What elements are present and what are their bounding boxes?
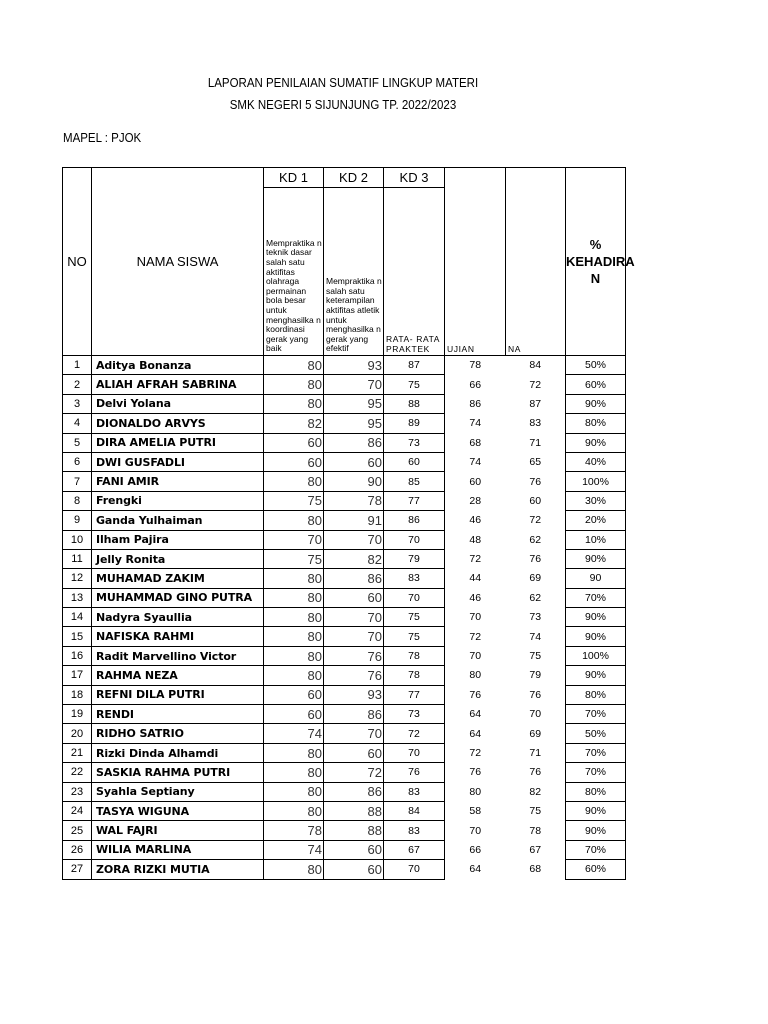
kd2-score: 70 <box>324 375 384 394</box>
header-kd3: KD 3 <box>384 168 445 188</box>
kd1-score: 60 <box>264 452 324 471</box>
kd2-score: 95 <box>324 414 384 433</box>
kd1-score: 80 <box>264 588 324 607</box>
na-score: 76 <box>529 688 542 701</box>
na-score: 75 <box>529 650 542 663</box>
kehadiran-percent: 90% <box>566 627 626 646</box>
student-name: SASKIA RAHMA PUTRI <box>92 763 264 782</box>
row-number: 20 <box>63 724 92 743</box>
rata-praktek-score: 75 <box>384 608 445 627</box>
kehadiran-percent: 40% <box>566 452 626 471</box>
student-name: ZORA RIZKI MUTIA <box>92 860 264 879</box>
na-score: 76 <box>529 475 542 488</box>
kd2-score: 70 <box>324 530 384 549</box>
student-name: Syahla Septiany <box>92 782 264 801</box>
student-name: FANI AMIR <box>92 472 264 491</box>
ujian-score: 80 <box>469 669 482 682</box>
rata-praktek-score: 86 <box>384 511 445 530</box>
rata-praktek-score: 70 <box>384 743 445 762</box>
row-number: 21 <box>63 743 92 762</box>
ujian-score: 80 <box>469 785 482 798</box>
kehadiran-percent: 90 <box>566 569 626 588</box>
kd1-score: 78 <box>264 821 324 840</box>
rata-praktek-score: 85 <box>384 472 445 491</box>
rata-praktek-score: 73 <box>384 433 445 452</box>
kd1-score: 75 <box>264 549 324 568</box>
student-name: WILIA MARLINA <box>92 840 264 859</box>
rata-praktek-score: 76 <box>384 763 445 782</box>
student-name: DWI GUSFADLI <box>92 452 264 471</box>
kehadiran-percent: 10% <box>566 530 626 549</box>
kd2-score: 95 <box>324 394 384 413</box>
ujian-score: 70 <box>469 650 482 663</box>
kd1-score: 80 <box>264 608 324 627</box>
kehadiran-percent: 50% <box>566 724 626 743</box>
na-score: 62 <box>529 533 542 546</box>
rata-praktek-score: 75 <box>384 627 445 646</box>
header-nama-siswa: NAMA SISWA <box>92 168 264 356</box>
table-row <box>63 743 626 762</box>
kehadiran-percent: 90% <box>566 666 626 685</box>
rata-praktek-score: 77 <box>384 491 445 510</box>
table-row <box>63 860 626 879</box>
kd1-score: 60 <box>264 433 324 452</box>
table-row <box>63 724 626 743</box>
kehadiran-percent: 80% <box>566 685 626 704</box>
kd2-score: 86 <box>324 569 384 588</box>
kd2-score: 70 <box>324 608 384 627</box>
kd1-score: 75 <box>264 491 324 510</box>
rata-praktek-score: 77 <box>384 685 445 704</box>
ujian-score: 74 <box>469 456 482 469</box>
header-row-kd <box>63 168 626 188</box>
rata-praktek-score: 70 <box>384 860 445 879</box>
kd1-score: 80 <box>264 511 324 530</box>
kehadiran-percent: 60% <box>566 860 626 879</box>
student-name: NAFISKA RAHMI <box>92 627 264 646</box>
kd2-score: 86 <box>324 433 384 452</box>
row-number: 26 <box>63 840 92 859</box>
row-number: 17 <box>63 666 92 685</box>
kd1-score: 60 <box>264 685 324 704</box>
kehadiran-percent: 90% <box>566 801 626 820</box>
student-name: Ilham Pajira <box>92 530 264 549</box>
table-row <box>63 763 626 782</box>
na-score: 74 <box>529 630 542 643</box>
ujian-score: 46 <box>469 591 482 604</box>
kd2-score: 76 <box>324 666 384 685</box>
kd2-score: 93 <box>324 685 384 704</box>
kd1-score: 74 <box>264 840 324 859</box>
kd2-score: 70 <box>324 627 384 646</box>
ujian-score: 64 <box>469 863 482 876</box>
kd2-score: 60 <box>324 860 384 879</box>
table-row <box>63 705 626 724</box>
na-score: 67 <box>529 843 542 856</box>
ujian-score: 68 <box>469 436 482 449</box>
kehadiran-percent: 90% <box>566 433 626 452</box>
table-row <box>63 588 626 607</box>
kd1-score: 80 <box>264 356 324 375</box>
row-number: 24 <box>63 801 92 820</box>
student-name: Rizki Dinda Alhamdi <box>92 743 264 762</box>
row-number: 12 <box>63 569 92 588</box>
kehadiran-percent: 100% <box>566 472 626 491</box>
table-row <box>63 414 626 433</box>
kd2-score: 60 <box>324 588 384 607</box>
na-score: 60 <box>529 494 542 507</box>
ujian-score: 72 <box>469 747 482 759</box>
row-number: 6 <box>63 452 92 471</box>
row-number: 15 <box>63 627 92 646</box>
kd2-score: 78 <box>324 491 384 510</box>
header-kd1-description: Mempraktika n teknik dasar salah satu aktifitas olahraga permainan bola besar untuk menghasilka n koordinasi gerak yang baik <box>264 188 324 356</box>
row-number: 19 <box>63 705 92 724</box>
student-name: Aditya Bonanza <box>92 356 264 375</box>
student-name: MUHAMMAD GINO PUTRA <box>92 588 264 607</box>
table-row <box>63 511 626 530</box>
ujian-score: 58 <box>469 805 482 818</box>
table-row <box>63 394 626 413</box>
student-name: Radit Marvellino Victor <box>92 646 264 665</box>
kd1-score: 80 <box>264 375 324 394</box>
ujian-score: 64 <box>469 727 482 740</box>
ujian-score: 66 <box>469 843 482 856</box>
table-row <box>63 452 626 471</box>
ujian-score: 48 <box>469 533 482 546</box>
row-number: 18 <box>63 685 92 704</box>
na-score: 76 <box>529 766 542 779</box>
kd1-score: 80 <box>264 569 324 588</box>
na-score: 83 <box>529 417 542 430</box>
table-row <box>63 782 626 801</box>
kd1-score: 80 <box>264 782 324 801</box>
rata-praktek-score: 78 <box>384 666 445 685</box>
kd1-score: 80 <box>264 801 324 820</box>
rata-praktek-score: 60 <box>384 452 445 471</box>
kehadiran-percent: 20% <box>566 511 626 530</box>
table-row <box>63 356 626 375</box>
table-row <box>63 646 626 665</box>
rata-praktek-score: 75 <box>384 375 445 394</box>
row-number: 7 <box>63 472 92 491</box>
row-number: 25 <box>63 821 92 840</box>
row-number: 10 <box>63 530 92 549</box>
table-row <box>63 666 626 685</box>
na-score: 76 <box>529 553 542 566</box>
na-score: 72 <box>529 378 542 391</box>
ujian-score: 70 <box>469 611 482 624</box>
header-kd1: KD 1 <box>264 168 324 188</box>
ujian-score: 86 <box>469 397 482 410</box>
report-subtitle: SMK NEGERI 5 SIJUNJUNG TP. 2022/2023 <box>229 98 457 112</box>
student-name: Delvi Yolana <box>92 394 264 413</box>
na-score: 72 <box>529 514 542 527</box>
kd1-score: 80 <box>264 646 324 665</box>
table-row <box>63 801 626 820</box>
na-score: 71 <box>529 436 542 449</box>
na-score: 62 <box>529 591 542 604</box>
row-number: 4 <box>63 414 92 433</box>
rata-praktek-score: 70 <box>384 530 445 549</box>
table-row <box>63 472 626 491</box>
kd2-score: 76 <box>324 646 384 665</box>
rata-praktek-score: 70 <box>384 588 445 607</box>
ujian-score: 66 <box>469 378 482 391</box>
na-score: 70 <box>529 708 542 721</box>
header-ujian: UJIAN <box>445 168 506 356</box>
table-row <box>63 375 626 394</box>
student-name: Ganda Yulhaiman <box>92 511 264 530</box>
kd1-score: 80 <box>264 763 324 782</box>
student-name: RENDI <box>92 705 264 724</box>
student-name: REFNI DILA PUTRI <box>92 685 264 704</box>
ujian-score: 44 <box>469 572 482 585</box>
kehadiran-percent: 70% <box>566 705 626 724</box>
na-score: 87 <box>529 397 542 410</box>
row-number: 13 <box>63 588 92 607</box>
header-no: NO <box>63 168 92 356</box>
kd2-score: 91 <box>324 511 384 530</box>
header-kd2-description: Mempraktika n salah satu keterampilan aktifitas atletik untuk menghasilka n gerak yang efektif <box>324 188 384 356</box>
na-score: 79 <box>529 669 542 682</box>
row-number: 2 <box>63 375 92 394</box>
kd2-score: 82 <box>324 549 384 568</box>
kd2-score: 60 <box>324 840 384 859</box>
kehadiran-percent: 80% <box>566 782 626 801</box>
table-row <box>63 569 626 588</box>
row-number: 27 <box>63 860 92 879</box>
rata-praktek-score: 83 <box>384 782 445 801</box>
ujian-score: 76 <box>469 688 482 701</box>
rata-praktek-score: 72 <box>384 724 445 743</box>
row-number: 5 <box>63 433 92 452</box>
kehadiran-percent: 70% <box>566 743 626 762</box>
kehadiran-percent: 90% <box>566 549 626 568</box>
na-score: 78 <box>529 824 542 837</box>
report-title: LAPORAN PENILAIAN SUMATIF LINGKUP MATERI <box>207 76 479 90</box>
kd1-score: 70 <box>264 530 324 549</box>
grades-table <box>62 167 635 880</box>
row-number: 9 <box>63 511 92 530</box>
kd2-score: 88 <box>324 801 384 820</box>
kd2-score: 86 <box>324 782 384 801</box>
ujian-score: 46 <box>469 514 482 527</box>
ujian-score: 76 <box>469 766 482 779</box>
na-score: 65 <box>529 456 542 469</box>
kd1-score: 82 <box>264 414 324 433</box>
table-row <box>63 608 626 627</box>
header-kd2: KD 2 <box>324 168 384 188</box>
student-name: DIRA AMELIA PUTRI <box>92 433 264 452</box>
kd2-score: 88 <box>324 821 384 840</box>
student-name: ALIAH AFRAH SABRINA <box>92 375 264 394</box>
kd2-score: 72 <box>324 763 384 782</box>
row-number: 14 <box>63 608 92 627</box>
kehadiran-percent: 90% <box>566 608 626 627</box>
row-number: 1 <box>63 356 92 375</box>
na-score: 69 <box>529 572 542 585</box>
student-name: Jelly Ronita <box>92 549 264 568</box>
ujian-score: 64 <box>469 708 482 721</box>
header-kehadiran: % KEHADIRA N <box>566 168 626 356</box>
rata-praktek-score: 88 <box>384 394 445 413</box>
row-number: 16 <box>63 646 92 665</box>
student-name: DIONALDO ARVYS <box>92 414 264 433</box>
table-row <box>63 433 626 452</box>
kd2-score: 70 <box>324 724 384 743</box>
kd1-score: 80 <box>264 472 324 491</box>
report-title-block <box>27 72 658 116</box>
student-name: MUHAMAD ZAKIM <box>92 569 264 588</box>
kehadiran-percent: 30% <box>566 491 626 510</box>
ujian-score: 70 <box>469 824 482 837</box>
table-row <box>63 821 626 840</box>
kd1-score: 80 <box>264 860 324 879</box>
student-name: TASYA WIGUNA <box>92 801 264 820</box>
kd2-score: 60 <box>324 452 384 471</box>
kd2-score: 90 <box>324 472 384 491</box>
student-name: Frengki <box>92 491 264 510</box>
row-number: 11 <box>63 549 92 568</box>
ujian-score: 74 <box>469 417 482 430</box>
student-name: RIDHO SATRIO <box>92 724 264 743</box>
grades-table-body <box>63 356 626 880</box>
rata-praktek-score: 83 <box>384 569 445 588</box>
kd1-score: 80 <box>264 394 324 413</box>
kehadiran-percent: 70% <box>566 763 626 782</box>
header-rata-praktek: RATA- RATA PRAKTEK <box>384 188 445 356</box>
kd1-score: 60 <box>264 705 324 724</box>
rata-praktek-score: 79 <box>384 549 445 568</box>
kehadiran-percent: 100% <box>566 646 626 665</box>
header-na: NA <box>506 168 566 356</box>
rata-praktek-score: 67 <box>384 840 445 859</box>
kd2-score: 60 <box>324 743 384 762</box>
na-score: 84 <box>529 359 542 372</box>
table-row <box>63 549 626 568</box>
rata-praktek-score: 83 <box>384 821 445 840</box>
rata-praktek-score: 89 <box>384 414 445 433</box>
row-number: 23 <box>63 782 92 801</box>
table-row <box>63 840 626 859</box>
kd1-score: 80 <box>264 627 324 646</box>
kd1-score: 80 <box>264 743 324 762</box>
table-row <box>63 685 626 704</box>
rata-praktek-score: 73 <box>384 705 445 724</box>
rata-praktek-score: 78 <box>384 646 445 665</box>
row-number: 22 <box>63 763 92 782</box>
student-name: RAHMA NEZA <box>92 666 264 685</box>
ujian-score: 28 <box>469 494 482 507</box>
row-number: 8 <box>63 491 92 510</box>
table-row <box>63 530 626 549</box>
kd1-score: 74 <box>264 724 324 743</box>
kd2-score: 86 <box>324 705 384 724</box>
na-score: 69 <box>529 727 542 740</box>
na-score: 71 <box>529 747 542 759</box>
subject-label: MAPEL : PJOK <box>63 131 142 145</box>
kehadiran-percent: 60% <box>566 375 626 394</box>
kehadiran-percent: 70% <box>566 840 626 859</box>
na-score: 75 <box>529 805 542 818</box>
ujian-score: 78 <box>469 359 482 372</box>
na-score: 82 <box>529 785 542 798</box>
na-score: 73 <box>529 611 542 624</box>
kehadiran-percent: 90% <box>566 821 626 840</box>
row-number: 3 <box>63 394 92 413</box>
ujian-score: 72 <box>469 553 482 566</box>
student-name: Nadyra Syaullia <box>92 608 264 627</box>
na-score: 68 <box>529 863 542 876</box>
kehadiran-percent: 70% <box>566 588 626 607</box>
rata-praktek-score: 87 <box>384 356 445 375</box>
table-row <box>63 627 626 646</box>
ujian-score: 60 <box>469 475 482 488</box>
kehadiran-percent: 90% <box>566 394 626 413</box>
ujian-score: 72 <box>469 630 482 643</box>
kd1-score: 80 <box>264 666 324 685</box>
student-name: WAL FAJRI <box>92 821 264 840</box>
kd2-score: 93 <box>324 356 384 375</box>
rata-praktek-score: 84 <box>384 801 445 820</box>
table-row <box>63 491 626 510</box>
kehadiran-percent: 50% <box>566 356 626 375</box>
kehadiran-percent: 80% <box>566 414 626 433</box>
